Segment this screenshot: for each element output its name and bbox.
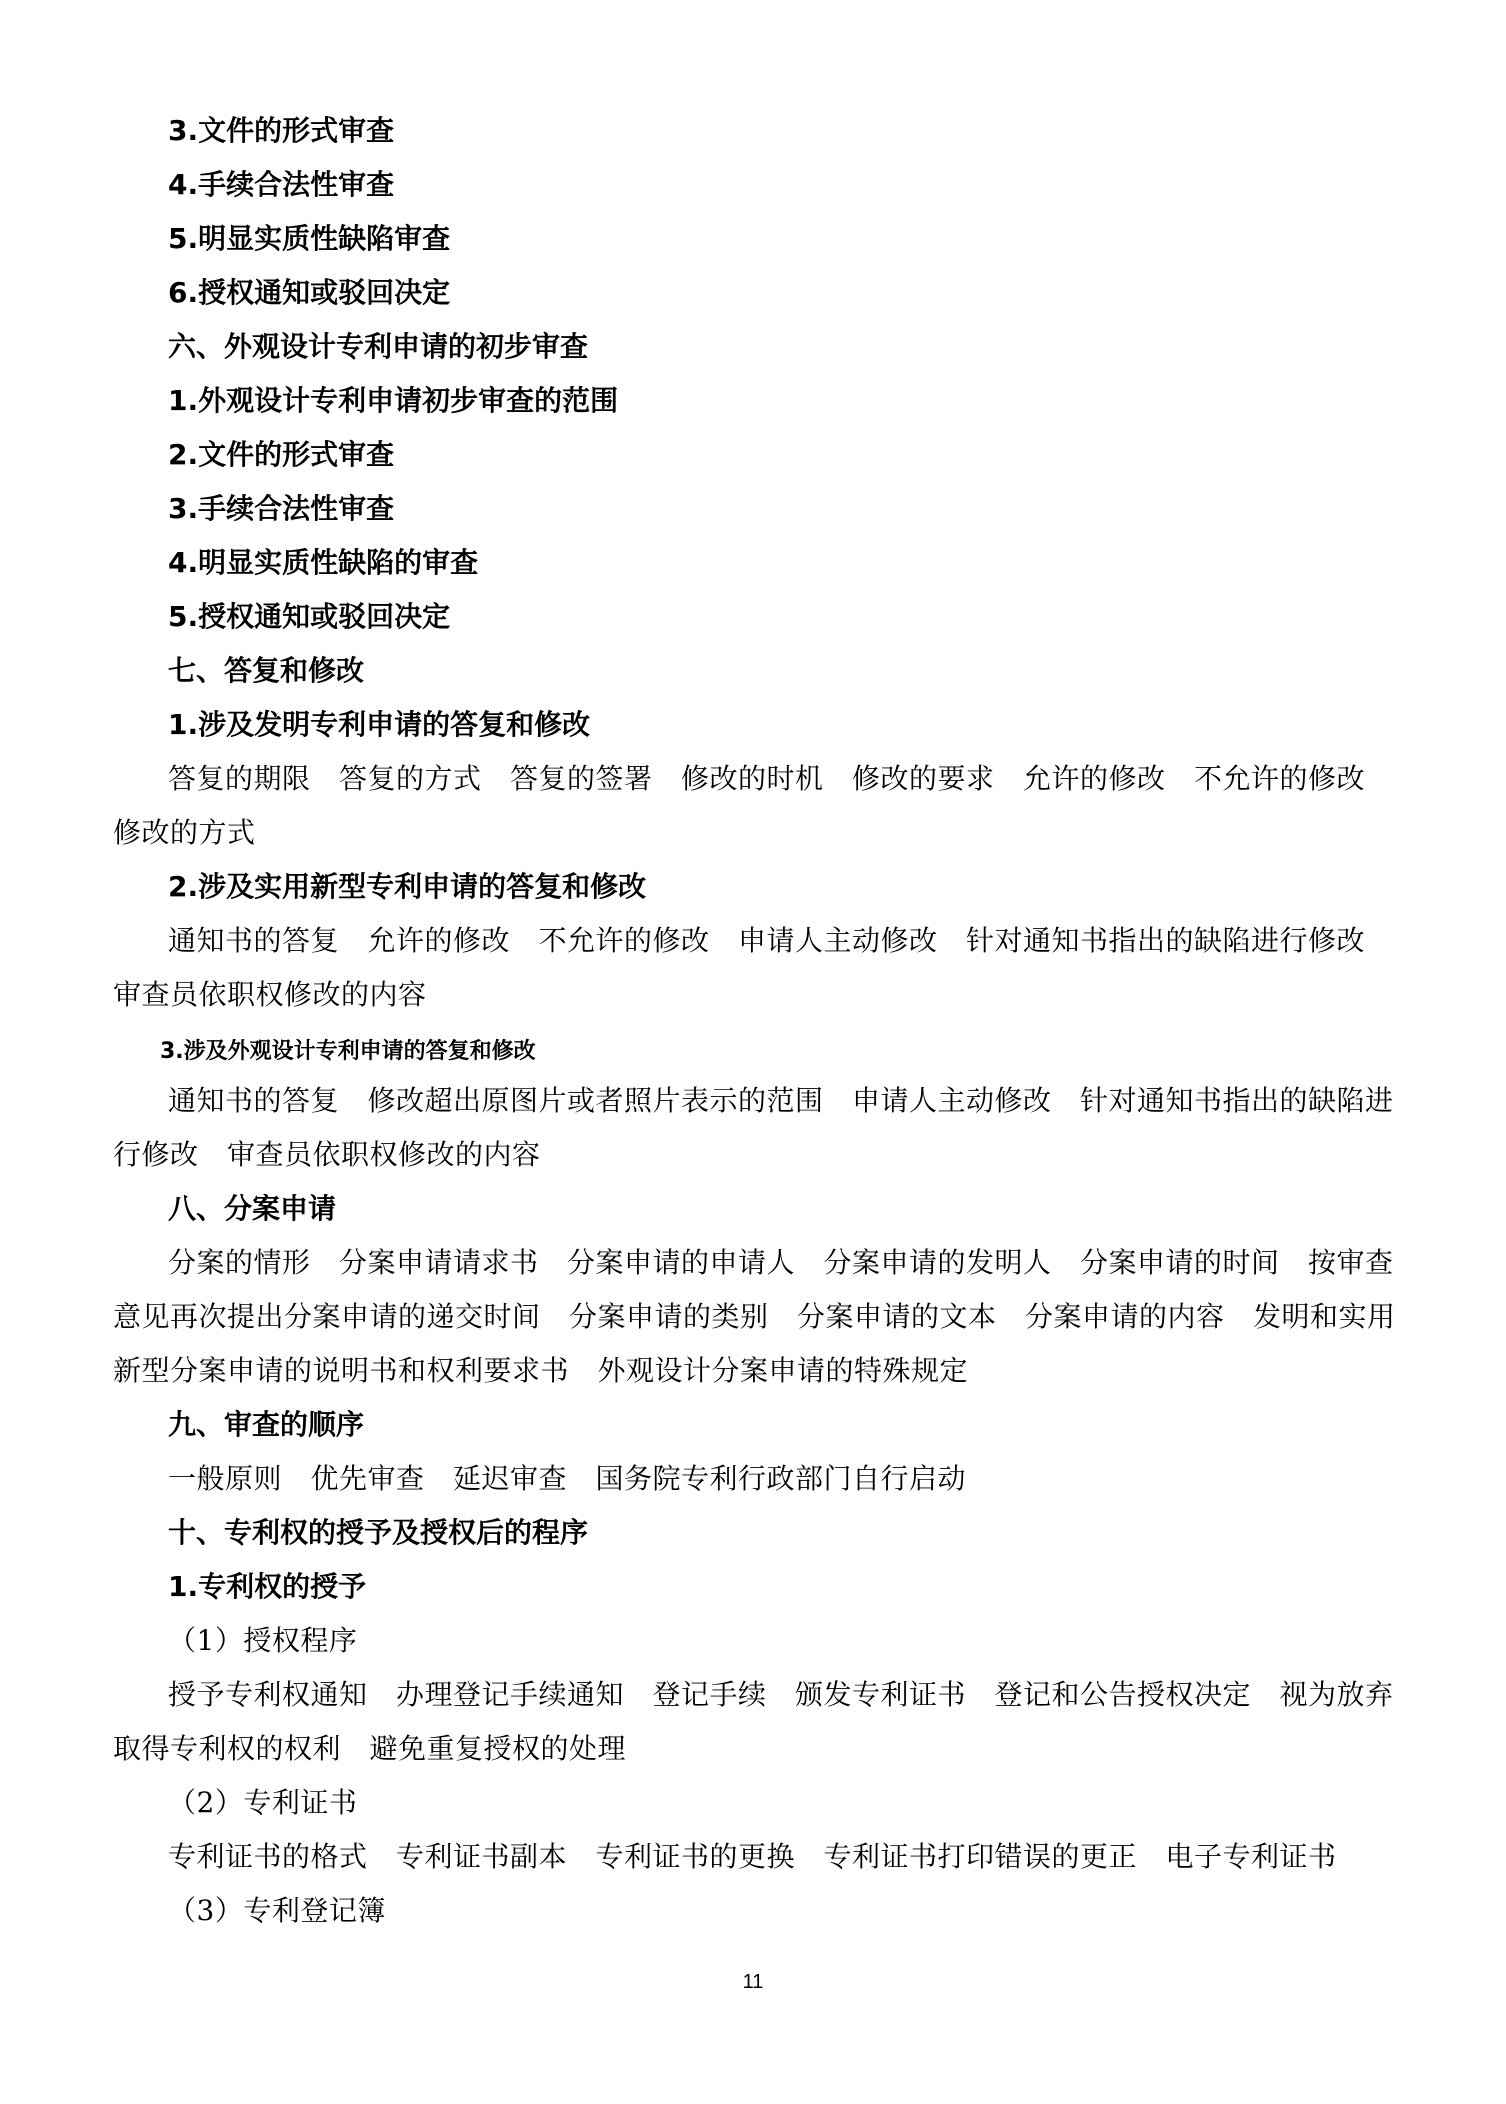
body-line: 取得专利权的权利 避免重复授权的处理	[113, 1732, 627, 1765]
section-heading: 九、审查的顺序	[168, 1408, 365, 1441]
page-number: 11	[742, 1971, 764, 1993]
heading-line: 2.文件的形式审查	[168, 438, 395, 471]
body-line: 行修改 审查员依职权修改的内容	[113, 1138, 541, 1171]
heading-line: 6.授权通知或驳回决定	[168, 276, 451, 309]
subheading-line: （3）专利登记簿	[168, 1894, 386, 1927]
section-heading: 六、外观设计专利申请的初步审查	[168, 330, 589, 363]
heading-line: 3.手续合法性审查	[168, 492, 395, 525]
heading-line: 5.明显实质性缺陷审查	[168, 222, 451, 255]
body-line: 通知书的答复 修改超出原图片或者照片表示的范围 申请人主动修改 针对通知书指出的缺陷进	[168, 1084, 1394, 1117]
body-line: 意见再次提出分案申请的递交时间 分案申请的类别 分案申请的文本 分案申请的内容 发明和实用	[113, 1300, 1396, 1333]
heading-line: 1.专利权的授予	[168, 1570, 367, 1603]
subheading-line: （2）专利证书	[168, 1786, 358, 1819]
body-line: 通知书的答复 允许的修改 不允许的修改 申请人主动修改 针对通知书指出的缺陷进行修改	[168, 924, 1366, 957]
body-line: 一般原则 优先审查 延迟审查 国务院专利行政部门自行启动	[168, 1462, 967, 1495]
section-heading: 十、专利权的授予及授权后的程序	[168, 1516, 589, 1549]
heading-line: 1.涉及发明专利申请的答复和修改	[168, 708, 591, 741]
body-line: 答复的期限 答复的方式 答复的签署 修改的时机 修改的要求 允许的修改 不允许的修改	[168, 762, 1366, 795]
heading-line: 1.外观设计专利申请初步审查的范围	[168, 384, 619, 417]
body-line: 审查员依职权修改的内容	[113, 978, 427, 1011]
heading-line: 3.涉及外观设计专利申请的答复和修改	[160, 1039, 536, 1064]
body-line: 专利证书的格式 专利证书副本 专利证书的更换 专利证书打印错误的更正 电子专利证书	[168, 1840, 1337, 1873]
body-line: 分案的情形 分案申请请求书 分案申请的申请人 分案申请的发明人 分案申请的时间 按审查	[168, 1246, 1394, 1279]
heading-line: 5.授权通知或驳回决定	[168, 600, 451, 633]
section-heading: 八、分案申请	[168, 1192, 337, 1225]
section-heading: 七、答复和修改	[168, 654, 365, 687]
heading-line: 2.涉及实用新型专利申请的答复和修改	[168, 870, 647, 903]
body-line: 修改的方式	[113, 816, 256, 849]
heading-line: 4.手续合法性审查	[168, 168, 395, 201]
heading-line: 4.明显实质性缺陷的审查	[168, 546, 479, 579]
heading-line: 3.文件的形式审查	[168, 114, 395, 147]
body-line: 新型分案申请的说明书和权利要求书 外观设计分案申请的特殊规定	[113, 1354, 969, 1387]
subheading-line: （1）授权程序	[168, 1624, 358, 1657]
body-line: 授予专利权通知 办理登记手续通知 登记手续 颁发专利证书 登记和公告授权决定 视为放弃	[168, 1678, 1394, 1711]
